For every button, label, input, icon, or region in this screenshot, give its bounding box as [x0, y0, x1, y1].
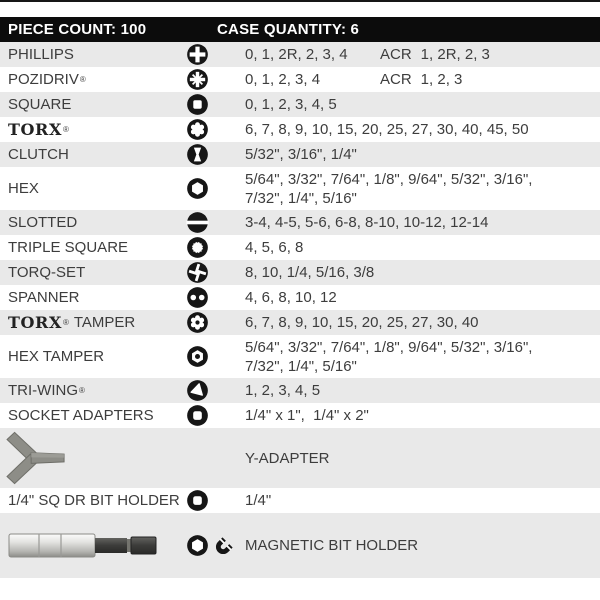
row-icon-cell — [180, 286, 245, 309]
row-label-cell — [0, 407, 180, 424]
table-row — [0, 42, 600, 67]
table-row — [0, 428, 600, 488]
row-sizes: 0, 1, 2, 3, 4, 5 — [245, 96, 337, 113]
table-row — [0, 167, 600, 210]
row-label: SQUARE — [8, 96, 72, 113]
row-icon-cell — [180, 489, 245, 512]
row-label: POZIDRIV — [8, 71, 79, 88]
table-row — [0, 260, 600, 285]
row-label-suffix: TAMPER — [73, 314, 136, 331]
row-sizes: 1, 2, 3, 4, 5 — [245, 382, 321, 399]
row-icon-cell — [180, 43, 245, 66]
table-row — [0, 235, 600, 260]
row-sizes: MAGNETIC BIT HOLDER — [245, 537, 419, 554]
table-row — [0, 210, 600, 235]
row-sizes: 4, 5, 6, 8 — [245, 239, 304, 256]
hex-drive-icon — [186, 534, 209, 557]
row-sizes-cell — [245, 381, 600, 400]
row-label-cell — [0, 348, 180, 365]
row-label: SPANNER — [8, 289, 80, 306]
row-label: SOCKET ADAPTERS — [8, 407, 154, 424]
row-icon-cell — [180, 211, 245, 234]
row-sizes: 5/64", 3/32", 7/64", 1/8", 9/64", 5/32", 3/16", 7/32", 1/4", 5/16" — [245, 170, 537, 207]
row-icon-cell — [180, 177, 245, 200]
row-label: TORQ-SET — [8, 264, 86, 281]
piece-count-label: PIECE COUNT: 100 — [8, 21, 147, 38]
table-row — [0, 335, 600, 378]
phillips-icon — [186, 43, 209, 66]
table-row — [0, 92, 600, 117]
pozidriv-icon — [186, 68, 209, 91]
row-sizes-cell — [245, 70, 600, 89]
row-sizes: 3-4, 4-5, 5-6, 6-8, 8-10, 10-12, 12-14 — [245, 214, 489, 231]
row-label-cell — [0, 289, 180, 306]
slotted-icon — [186, 211, 209, 234]
table-row — [0, 513, 600, 578]
row-acr — [380, 46, 490, 63]
row-label-cell — [0, 531, 180, 561]
row-label: 1/4" SQ DR BIT HOLDER — [8, 492, 180, 509]
row-icon-cell — [180, 118, 245, 141]
hex-icon — [186, 177, 209, 200]
row-label: CLUTCH — [8, 146, 69, 163]
spanner-icon — [186, 286, 209, 309]
row-sizes: Y-ADAPTER — [245, 449, 330, 467]
row-icon-cell — [180, 404, 245, 427]
row-sizes: 5/64", 3/32", 7/64", 1/8", 9/64", 5/32", 3/16", 7/32", 1/4", 5/16" — [245, 338, 537, 375]
row-label-cell — [0, 492, 180, 509]
row-icon-cell — [180, 236, 245, 259]
y-adapter-photo — [5, 431, 67, 485]
tri-wing-icon — [186, 379, 209, 402]
row-sizes: 5/32", 3/16", 1/4" — [245, 146, 357, 163]
row-sizes-cell — [245, 170, 600, 208]
row-label-cell: POZIDRIV ® — [8, 71, 86, 88]
row-label-cell — [0, 214, 180, 231]
acr-sizes: 1, 2, 3 — [420, 71, 463, 88]
row-sizes: 0, 1, 2R, 2, 3, 4 — [245, 46, 348, 63]
row-icon-cell — [180, 345, 245, 368]
row-sizes-cell — [245, 213, 600, 232]
row-label: TORX — [8, 120, 62, 139]
row-icon-cell — [180, 93, 245, 116]
row-sizes-cell — [245, 263, 600, 282]
square-icon — [186, 93, 209, 116]
row-icon-cell — [180, 261, 245, 284]
row-label-cell — [0, 264, 180, 281]
row-sizes-cell — [245, 95, 600, 114]
row-label: TRI-WING — [8, 382, 78, 399]
table-row — [0, 488, 600, 513]
table-header — [0, 17, 600, 42]
torq-set-icon — [186, 261, 209, 284]
row-sizes: 4, 6, 8, 10, 12 — [245, 289, 337, 306]
row-label-cell — [0, 96, 180, 113]
hex-tamper-icon — [186, 345, 209, 368]
row-label: HEX TAMPER — [8, 348, 105, 365]
row-sizes-cell — [245, 536, 600, 555]
row-label-cell: TORX ® — [8, 120, 69, 139]
table-row — [0, 285, 600, 310]
triple-square-icon — [186, 236, 209, 259]
row-sizes-cell — [245, 145, 600, 164]
row-label: SLOTTED — [8, 214, 78, 231]
row-label-cell — [0, 431, 180, 485]
row-sizes: 8, 10, 1/4, 5/16, 3/8 — [245, 264, 375, 281]
row-sizes-cell — [245, 491, 600, 510]
row-sizes-cell — [245, 406, 600, 425]
row-label-cell — [0, 239, 180, 256]
row-sizes-cell — [245, 288, 600, 307]
acr-label: ACR — [380, 71, 412, 88]
row-sizes: 1/4" x 1", 1/4" x 2" — [245, 407, 369, 424]
row-label-cell: TRI-WING ® — [8, 382, 85, 399]
square-drive-icon — [186, 489, 209, 512]
row-label: HEX — [8, 180, 39, 197]
row-sizes: 0, 1, 2, 3, 4 — [245, 71, 321, 88]
spec-rows — [0, 42, 600, 578]
row-label: TRIPLE SQUARE — [8, 239, 129, 256]
clutch-icon — [186, 143, 209, 166]
top-spacer — [0, 2, 600, 17]
row-sizes-cell — [245, 449, 600, 468]
table-row — [0, 310, 600, 335]
row-icon-cell — [180, 534, 245, 557]
torx-tamper-icon — [186, 311, 209, 334]
row-sizes: 6, 7, 8, 9, 10, 15, 20, 25, 27, 30, 40, 45, 50 — [245, 121, 529, 138]
row-label-cell — [0, 46, 180, 63]
table-row — [0, 142, 600, 167]
row-label: TORX — [8, 313, 62, 332]
row-sizes: 1/4" — [245, 492, 272, 509]
case-quantity-label: CASE QUANTITY: 6 — [217, 21, 360, 38]
torx-icon — [186, 118, 209, 141]
row-label-cell — [0, 180, 180, 197]
socket-adapter-icon — [186, 404, 209, 427]
row-icon-cell — [180, 311, 245, 334]
row-icon-cell — [180, 143, 245, 166]
row-sizes-cell — [245, 45, 600, 64]
row-sizes: 6, 7, 8, 9, 10, 15, 20, 25, 27, 30, 40 — [245, 314, 479, 331]
acr-label: ACR — [380, 46, 412, 63]
table-row — [0, 117, 600, 142]
row-icon-cell — [180, 68, 245, 91]
row-sizes-cell — [245, 120, 600, 139]
magnet-icon — [213, 534, 236, 557]
table-row — [0, 378, 600, 403]
acr-sizes: 1, 2R, 2, 3 — [420, 46, 490, 63]
row-sizes-cell — [245, 338, 600, 376]
row-acr — [380, 71, 462, 88]
row-icon-cell — [180, 379, 245, 402]
row-label-cell: TORX ® TAMPER — [8, 313, 136, 332]
row-sizes-cell — [245, 313, 600, 332]
magnetic-bit-holder-photo — [8, 531, 158, 561]
row-sizes-cell — [245, 238, 600, 257]
table-row — [0, 403, 600, 428]
row-label: PHILLIPS — [8, 46, 74, 63]
table-row — [0, 67, 600, 92]
row-label-cell — [0, 146, 180, 163]
